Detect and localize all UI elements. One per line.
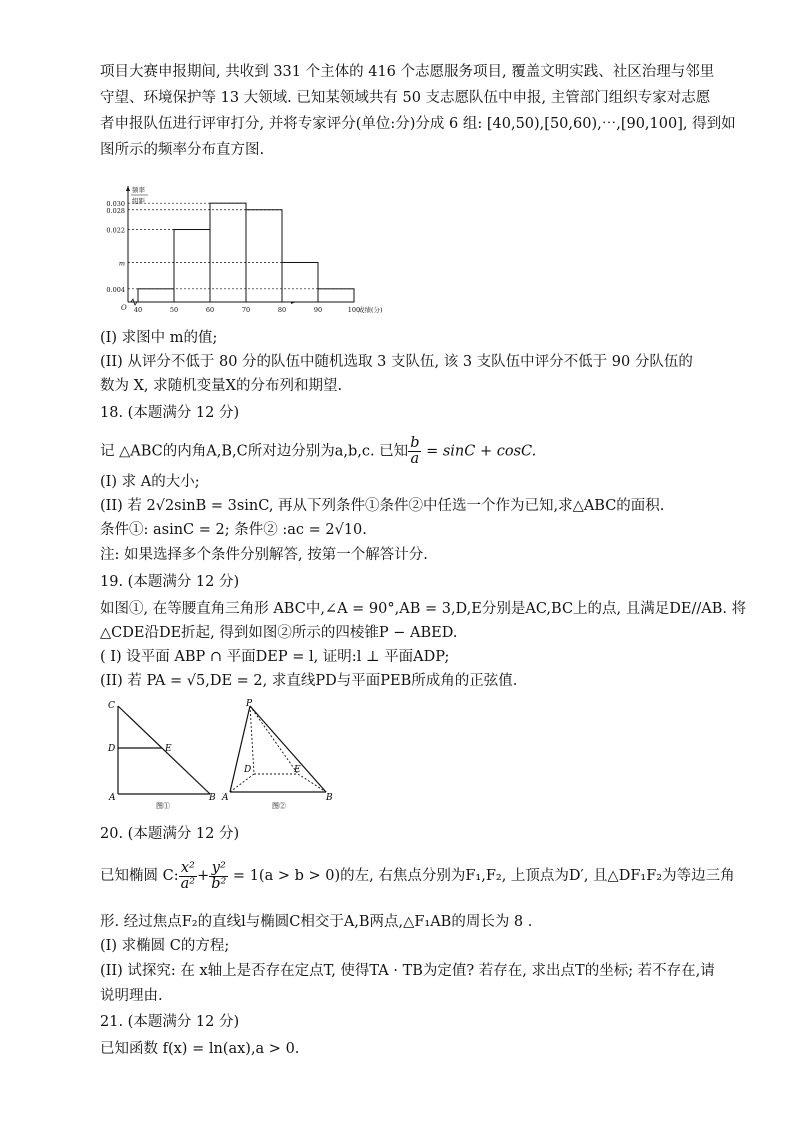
p20-x2: x² (179, 861, 197, 877)
p18-note: 注: 如果选择多个条件分别解答, 按第一个解答计分. (100, 547, 428, 563)
y-axis-arrow (126, 186, 130, 191)
origin-label: O (121, 304, 127, 312)
p20-a2: a² (180, 875, 196, 892)
p20-plus: + (197, 868, 210, 884)
x-tick-label: 100 (347, 306, 361, 314)
p17-line-2: 守望、环境保护等 13 大领域. 已知某领域共有 50 支志愿队伍中申报, 主管部门组织专家对志愿 (100, 90, 711, 106)
fig2-label-p: P (246, 699, 253, 709)
fig2-label-d: D (244, 765, 252, 775)
p20-line-2: 形. 经过焦点F₂的直线l与椭圆C相交于A,B两点,△F₁AB的周长为 8 . (100, 914, 533, 930)
p18-conditions: 条件①: asinC = 2; 条件② :ac = 2√10. (100, 522, 367, 538)
fig2-caption: 图② (272, 802, 286, 810)
p18-line-1 (100, 436, 536, 467)
fig2-label-b: B (326, 793, 333, 803)
x-tick-label: 80 (277, 306, 287, 314)
p17-line-4: 图所示的频率分布直方图. (100, 142, 265, 158)
p20-frac-x (179, 861, 197, 892)
y-axis-label-bottom: 组距 (132, 197, 145, 205)
figure-1-triangle (104, 698, 224, 810)
p19-line-2: △CDE沿DE折起, 得到如图②所示的四棱锥P − ABED. (100, 625, 458, 641)
p17-question-2a: (II) 从评分不低于 80 分的队伍中随机选取 3 支队伍, 该 3 支队伍中评分不低于 90 分队伍的 (100, 354, 693, 370)
p17-line-3: 者申报队伍进行评审打分, 并将专家评分(单位:分)分成 6 组: [40,50),[50,60),⋯,[90,100], 得到如 (100, 116, 736, 132)
p19-line-1: 如图①, 在等腰直角三角形 ABC中,∠A = 90°,AB = 3,D,E分别是AC,BC上的点, 且满足DE//AB. 将 (100, 601, 747, 617)
p21-heading: 21. (本题满分 12 分) (100, 1014, 240, 1030)
fig1-label-e: E (165, 744, 172, 754)
y-tick-label: 0.004 (106, 285, 125, 294)
p20-frac-y (209, 861, 228, 892)
x-tick-label: 70 (241, 306, 251, 314)
p18-line-1a: 记 △ABC的内角A,B,C所对边分别为a,b,c. 已知 (100, 443, 409, 460)
x-tick-label: 50 (169, 306, 179, 314)
histogram-bar (138, 289, 174, 302)
p20-question-2a: (II) 试探究: 在 x轴上是否存在定点T, 使得TA · TB为定值? 若存在, 求出点T的坐标; 若不存在,请 (100, 963, 715, 979)
p18-question-2: (II) 若 2√2sinB = 3sinC, 再从下列条件①条件②中任选一个作为已知,求△ABC的面积. (100, 498, 665, 514)
p21-line-1: 已知函数 f(x) = ln(ax),a > 0. (100, 1041, 300, 1057)
p19-heading: 19. (本题满分 12 分) (100, 574, 240, 590)
figure-2-pyramid (222, 698, 340, 810)
p17-question-1: (I) 求图中 m的值; (100, 330, 218, 346)
histogram-bar (174, 230, 210, 302)
fig2-label-e: E (294, 765, 301, 775)
p18-fraction (408, 436, 421, 467)
p18-heading: 18. (本题满分 12 分) (100, 405, 240, 421)
p18-line-1b: = sinC + cosC. (421, 443, 537, 460)
histogram-bar (318, 289, 354, 302)
p20-b2: b² (211, 875, 227, 892)
fig1-caption: 图① (156, 802, 170, 810)
histogram-bar (282, 262, 318, 302)
p18-frac-num: b (410, 435, 420, 451)
histogram-bar (246, 210, 282, 302)
p20-line-1 (100, 856, 735, 896)
p17-line-1: 项目大赛申报期间, 共收到 331 个主体的 416 个志愿服务项目, 覆盖文明实践、社区治理与邻里 (100, 64, 715, 80)
p20-question-1: (I) 求椭圆 C的方程; (100, 938, 230, 954)
y-tick-label: 0.028 (106, 206, 125, 215)
y-tick-label: 0.030 (106, 200, 125, 209)
y-tick-label: 0.022 (106, 226, 125, 235)
fig1-label-c: C (108, 701, 115, 711)
x-tick-label: 40 (133, 306, 143, 314)
p20-line-1b: = 1(a > b > 0)的左, 右焦点分别为F₁,F₂, 上顶点为D′, 且△DF₁F₂为等边三角 (228, 868, 735, 884)
y-axis-label-top: 频率 (132, 186, 145, 194)
p20-line-1a: 已知椭圆 C: (100, 868, 179, 884)
p20-y2: y² (209, 861, 228, 877)
x-axis-label: 成绩(分) (358, 306, 383, 314)
fig1-label-d: D (108, 744, 116, 754)
x-tick-label: 60 (205, 306, 215, 314)
p20-heading: 20. (本题满分 12 分) (100, 826, 240, 842)
p18-question-1: (I) 求 A的大小; (100, 474, 200, 490)
p18-frac-den: a (410, 451, 420, 467)
frequency-histogram (96, 180, 383, 320)
y-tick-label: m (118, 259, 125, 268)
p19-question-1: ( I) 设平面 ABP ∩ 平面DEP = l, 证明:l ⊥ 平面ADP; (100, 649, 450, 665)
p17-question-2b: 数为 X, 求随机变量X的分布列和期望. (100, 378, 343, 394)
fig1-label-a: A (109, 793, 116, 803)
fig2-label-a: A (222, 793, 229, 803)
p20-question-2b: 说明理由. (100, 988, 163, 1004)
x-tick-label: 90 (313, 306, 323, 314)
fig1-label-b: B (209, 793, 216, 803)
p19-question-2: (II) 若 PA = √5,DE = 2, 求直线PD与平面PEB所成角的正弦值. (100, 673, 518, 689)
histogram-bar (210, 203, 246, 302)
